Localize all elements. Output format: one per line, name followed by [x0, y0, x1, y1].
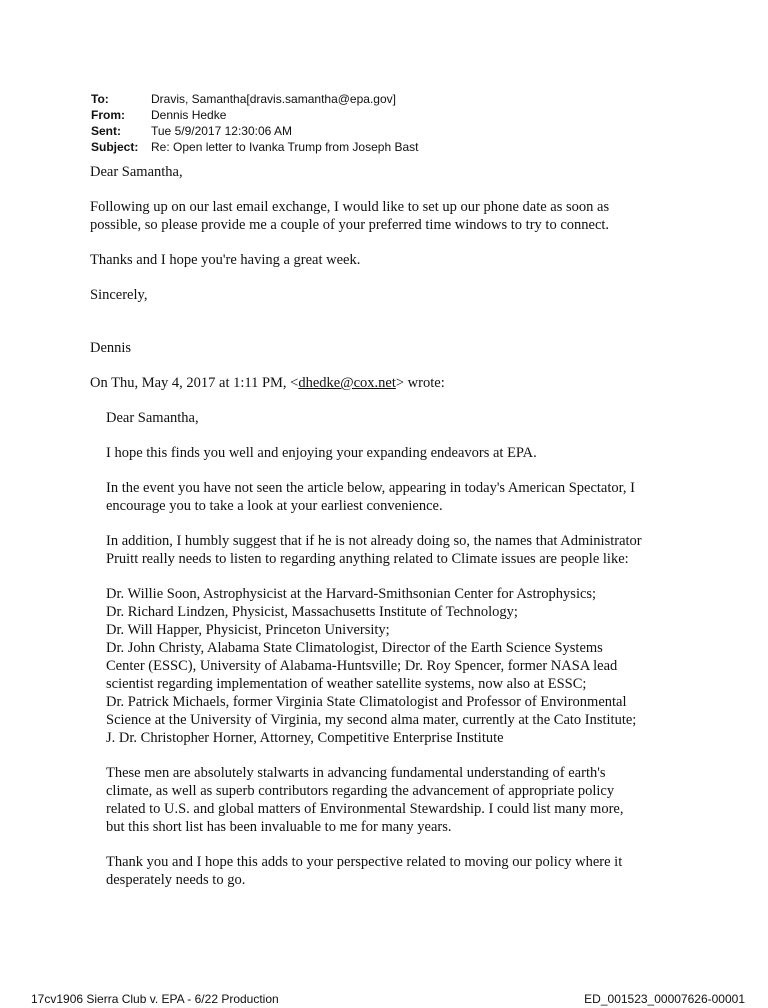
names-line: Science at the University of Virginia, my second alma mater, currently at the Cato Institute; [106, 712, 637, 728]
quoted-event-line1: In the event you have not seen the article below, appearing in today's American Spectator, I [106, 480, 635, 496]
reply-greeting: Dear Samantha, [90, 164, 183, 180]
reply-closing: Sincerely, [90, 287, 148, 303]
names-line: scientist regarding implementation of weather satellite systems, now also at ESSC; [106, 676, 587, 692]
quoted-hope: I hope this finds you well and enjoying your expanding endeavors at EPA. [106, 445, 537, 461]
sender-email-link[interactable]: dhedke@cox.net [298, 375, 396, 391]
sent-label: Sent: [91, 124, 121, 138]
stalwarts-line: but this short list has been invaluable to me for many years. [106, 819, 452, 835]
quoted-addition-line2: Pruitt really needs to listen to regarding anything related to Climate issues are people like: [106, 551, 629, 567]
quoted-event-line2: encourage you to take a look at your earliest convenience. [106, 498, 443, 514]
quoted-thankyou-line1: Thank you and I hope this adds to your perspective related to moving our policy where it [106, 854, 623, 870]
email-header [91, 91, 418, 155]
quoted-addition-line1: In addition, I humbly suggest that if he is not already doing so, the names that Administrator [106, 533, 642, 549]
stalwarts-paragraph [106, 764, 690, 836]
reply-para1-line2: possible, so please provide me a couple of your preferred time windows to try to connect. [90, 217, 610, 233]
subject-label: Subject: [91, 140, 139, 154]
email-body [90, 163, 690, 889]
names-line: Dr. Willie Soon, Astrophysicist at the Harvard-Smithsonian Center for Astrophysics; [106, 586, 597, 602]
stalwarts-line: climate, as well as superb contributors regarding the advancement of appropriate policy [106, 783, 615, 799]
stalwarts-line: These men are absolutely stalwarts in advancing fundamental understanding of earth's [106, 765, 606, 781]
reply-para1-line1: Following up on our last email exchange, I would like to set up our phone date as soon as [90, 199, 610, 215]
sent-value: Tue 5/9/2017 12:30:06 AM [151, 124, 292, 138]
names-line: Dr. John Christy, Alabama State Climatologist, Director of the Earth Science Systems [106, 640, 603, 656]
from-row [91, 107, 418, 123]
wrote-suffix: > wrote: [395, 375, 445, 391]
quoted-greeting: Dear Samantha, [106, 410, 199, 426]
reply-signature: Dennis [90, 340, 132, 356]
wrote-prefix: On Thu, May 4, 2017 at 1:11 PM, < [90, 375, 299, 391]
names-line: Dr. Will Happer, Physicist, Princeton University; [106, 622, 390, 638]
names-line: J. Dr. Christopher Horner, Attorney, Competitive Enterprise Institute [106, 730, 504, 746]
footer-production-label: 17cv1906 Sierra Club v. EPA - 6/22 Production [31, 992, 279, 1006]
subject-value: Re: Open letter to Ivanka Trump from Joseph Bast [151, 140, 419, 154]
names-list [106, 585, 690, 747]
names-line: Dr. Patrick Michaels, former Virginia State Climatologist and Professor of Environmental [106, 694, 627, 710]
reply-thanks: Thanks and I hope you're having a great week. [90, 252, 361, 268]
from-value: Dennis Hedke [151, 108, 227, 122]
to-label: To: [91, 92, 109, 106]
footer-bates-number: ED_001523_00007626-00001 [584, 992, 745, 1006]
names-line: Center (ESSC), University of Alabama-Huntsville; Dr. Roy Spencer, former NASA lead [106, 658, 618, 674]
quoted-message [106, 409, 690, 889]
sent-row [91, 123, 418, 139]
quoted-thankyou-line2: desperately needs to go. [106, 872, 246, 888]
to-value: Dravis, Samantha[dravis.samantha@epa.gov] [151, 92, 396, 106]
stalwarts-line: related to U.S. and global matters of Environmental Stewardship. I could list many more, [106, 801, 624, 817]
wrote-line [90, 374, 690, 392]
subject-row [91, 139, 418, 155]
names-line: Dr. Richard Lindzen, Physicist, Massachusetts Institute of Technology; [106, 604, 518, 620]
from-label: From: [91, 108, 125, 122]
to-row [91, 91, 418, 107]
